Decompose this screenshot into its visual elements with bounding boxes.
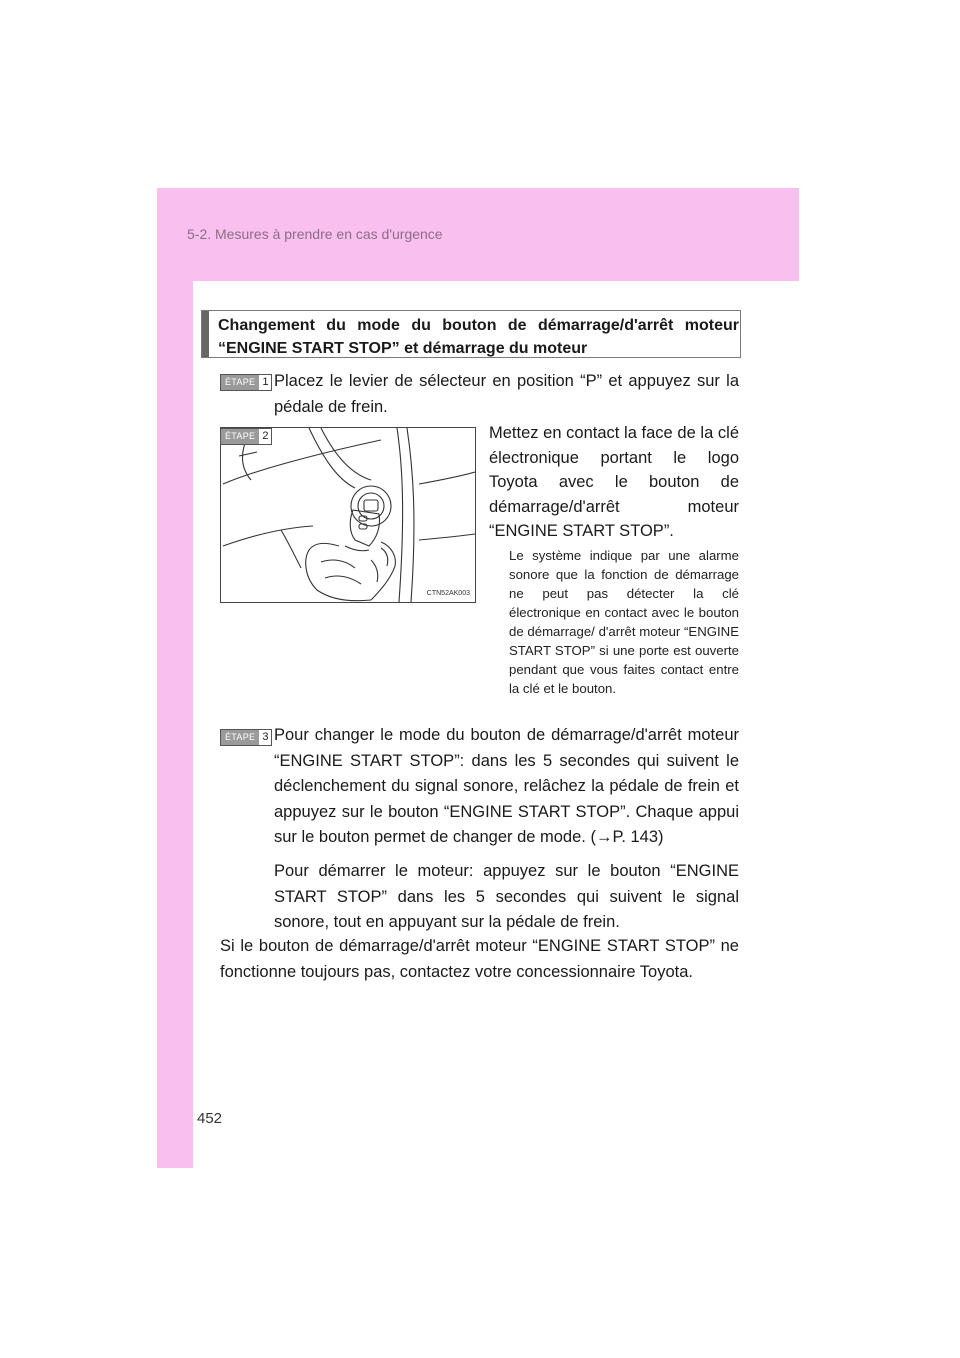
step-2-badge — [220, 428, 272, 445]
section-title-box — [201, 310, 741, 358]
key-to-button-illustration — [220, 427, 476, 603]
step-2-label: ÉTAPE — [221, 429, 259, 444]
breadcrumb: 5-2. Mesures à prendre en cas d'urgence — [187, 226, 443, 242]
section-title-bar — [202, 311, 209, 357]
step-3-label: ÉTAPE — [221, 730, 259, 745]
step-1-number: 1 — [262, 376, 269, 388]
step-1-label: ÉTAPE — [221, 375, 259, 390]
step-2-text: Mettez en contact la face de la clé électronique portant le logo Toyota avec le bouton de démarrage/d'arrêt moteur “ENGINE START STOP”. — [489, 424, 739, 540]
illustration-code: CTN52AK003 — [426, 590, 470, 597]
step-2-number: 2 — [262, 430, 269, 442]
footer-paragraph: Si le bouton de démarrage/d'arrêt moteur “ENGINE START STOP” ne fonctionne toujours pas, contactez votre concessionnaire Toyota. — [220, 937, 739, 981]
step-3-text-2: Pour démarrer le moteur: appuyez sur le bouton “ENGINE START STOP” dans les 5 secondes qui suivent le signal sonore, tout en appuyant sur la pédale de frein. — [274, 862, 739, 931]
step-2-note: Le système indique par une alarme sonore que la fonction de démarrage ne peut pas détecter la clé électronique en contact avec le bouton de démarrage/ d'arrêt moteur “ENGINE START STOP” si une porte est ouverte pendant que vous faites contact entre la clé et le bouton. — [509, 548, 739, 696]
section-title: Changement du mode du bouton de démarrage/d'arrêt moteur “ENGINE START STOP” et démarrage du moteur — [218, 317, 739, 357]
step-1-badge — [220, 374, 272, 391]
step-3-number: 3 — [262, 731, 269, 743]
step-3-badge — [220, 729, 272, 746]
side-strip — [157, 188, 193, 1168]
page-number: 452 — [197, 1110, 223, 1127]
step-1-text: Placez le levier de sélecteur en position “P” et appuyez sur la pédale de frein. — [274, 372, 739, 416]
hand-holding-key-drawing — [221, 428, 475, 602]
step-3-text: Pour changer le mode du bouton de démarrage/d'arrêt moteur “ENGINE START STOP”: dans les 5 secondes qui suivent le déclenchement du signal sonore, relâchez la pédale de frein et appuyez sur le bouton “ENGINE START STOP”. Chaque appui sur le bouton permet de changer de mode. (→P. 143) — [274, 726, 739, 846]
